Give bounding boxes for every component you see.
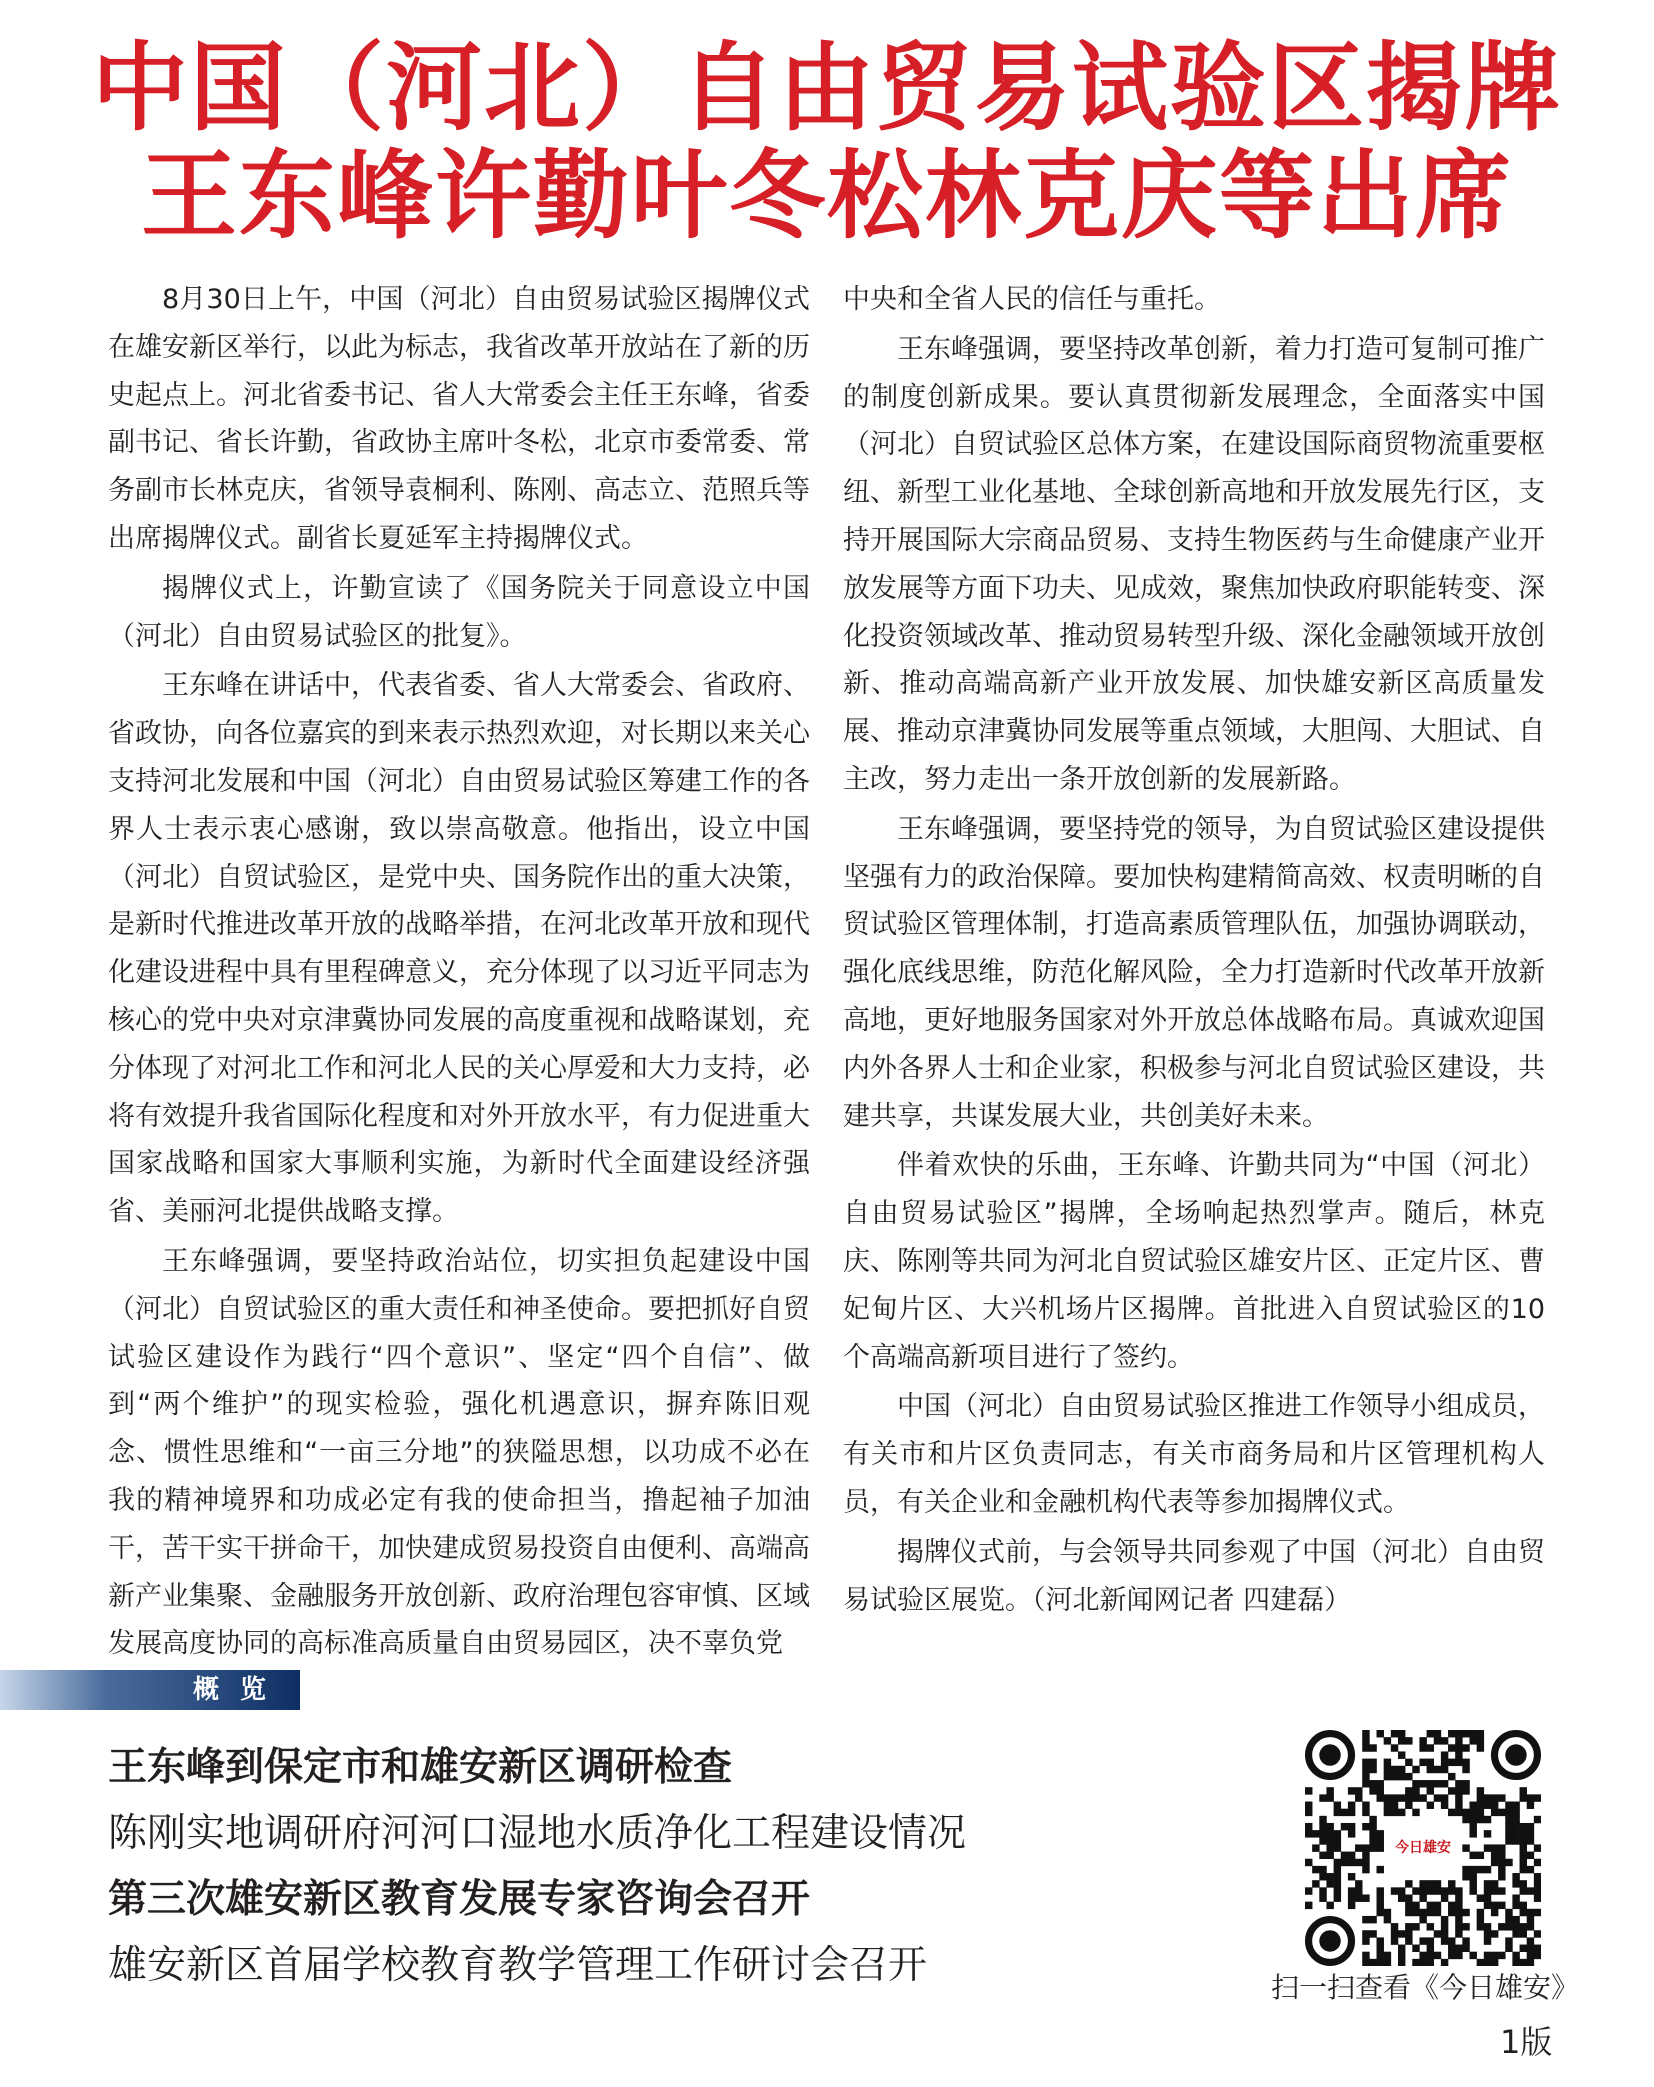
article-paragraph: 王东峰强调，要坚持政治站位，切实担负起建设中国（河北）自贸试验区的重大责任和神圣使命。要把抓好自贸试验区建设作为践行“四个意识”、坚定“四个自信”、做到“两个维护”的现实检验，强化机遇意识，摒弃陈旧观念、惯性思维和“一亩三分地”的狭隘思想，以功成不必在我的精神境界和功成必定有我的使命担当，撸起袖子加油干，苦干实干拼命干，加快建成贸易投资自由便利、高端高新产业集聚、金融服务开放创新、政府治理包容审慎、区域发展高度协同的高标准高质量自由贸易园区，决不辜负党 (108, 1245, 810, 1660)
article-column-left (108, 276, 810, 1670)
overview-item[interactable]: 陈刚实地调研府河河口湿地水质净化工程建设情况 (108, 1811, 967, 1856)
qr-code[interactable] (1305, 1730, 1541, 1966)
qr-code-icon (1305, 1730, 1541, 1966)
article-paragraph: 中国（河北）自由贸易试验区推进工作领导小组成员，有关市和片区负责同志，有关市商务局和片区管理机构人员，有关企业和金融机构代表等参加揭牌仪式。 (843, 1391, 1545, 1518)
overview-item[interactable]: 雄安新区首届学校教育教学管理工作研讨会召开 (108, 1943, 928, 1988)
article-paragraph: 王东峰强调，要坚持改革创新，着力打造可复制可推广的制度创新成果。要认真贯彻新发展理念，全面落实中国（河北）自贸试验区总体方案，在建设国际商贸物流重要枢纽、新型工业化基地、全球创新高地和开放发展先行区，支持开展国际大宗商品贸易、支持生物医药与生命健康产业开放发展等方面下功夫、见成效，聚焦加快政府职能转变、深化投资领域改革、推动贸易转型升级、深化金融领域开放创新、推动高端高新产业开放发展、加快雄安新区高质量发展、推动京津冀协同发展等重点领域，大胆闯、大胆试、自主改，努力走出一条开放创新的发展新路。 (843, 333, 1545, 795)
article-column-right (843, 276, 1545, 1626)
article-paragraph: 王东峰在讲话中，代表省委、省人大常委会、省政府、省政协，向各位嘉宾的到来表示热烈欢迎，对长期以来关心支持河北发展和中国（河北）自由贸易试验区筹建工作的各界人士表示衷心感谢，致以崇高敬意。他指出，设立中国（河北）自贸试验区，是党中央、国务院作出的重大决策，是新时代推进改革开放的战略举措，在河北改革开放和现代化建设进程中具有里程碑意义，充分体现了以习近平同志为核心的党中央对京津冀协同发展的高度重视和战略谋划，充分体现了对河北工作和河北人民的关心厚爱和大力支持，必将有效提升我省国际化程度和对外开放水平，有力促进重大国家战略和国家大事顺利实施，为新时代全面建设经济强省、美丽河北提供战略支撑。 (108, 670, 810, 1228)
overview-banner (0, 1670, 300, 1710)
headline-line-1: 中国（河北）自由贸易试验区揭牌 (92, 32, 1562, 144)
overview-item[interactable]: 第三次雄安新区教育发展专家咨询会召开 (108, 1877, 811, 1922)
page-number: 1版 (1500, 2023, 1553, 2061)
article-paragraph: 揭牌仪式上，许勤宣读了《国务院关于同意设立中国（河北）自由贸易试验区的批复》。 (108, 572, 810, 652)
overview-label: 概 览 (192, 1675, 272, 1705)
article-paragraph: 8月30日上午，中国（河北）自由贸易试验区揭牌仪式在雄安新区举行，以此为标志，我省改革开放站在了新的历史起点上。河北省委书记、省人大常委会主任王东峰，省委副书记、省长许勤，省政协主席叶冬松，北京市委常委、常务副市长林克庆，省领导袁桐利、陈刚、高志立、范照兵等出席揭牌仪式。副省长夏延军主持揭牌仪式。 (108, 284, 810, 554)
article-paragraph: 王东峰强调，要坚持党的领导，为自贸试验区建设提供坚强有力的政治保障。要加快构建精简高效、权责明晰的自贸试验区管理体制，打造高素质管理队伍，加强协调联动，强化底线思维，防范化解风险，全力打造新时代改革开放新高地，更好地服务国家对外开放总体战略布局。真诚欢迎国内外各界人士和企业家，积极参与河北自贸试验区建设，共建共享，共谋发展大业，共创美好未来。 (843, 813, 1545, 1132)
qr-logo-text: 今日雄安 (1395, 1840, 1451, 1856)
article-paragraph-continued: 中央和全省人民的信任与重托。 (843, 284, 1221, 315)
overview-item[interactable]: 王东峰到保定市和雄安新区调研检查 (108, 1745, 733, 1790)
headline-line-2: 王东峰许勤叶冬松林克庆等出席 (141, 140, 1513, 252)
qr-caption: 扫一扫查看《今日雄安》 (1270, 1971, 1579, 2004)
article-paragraph: 揭牌仪式前，与会领导共同参观了中国（河北）自由贸易试验区展览。（河北新闻网记者 四建磊） (843, 1536, 1545, 1616)
article-paragraph: 伴着欢快的乐曲，王东峰、许勤共同为“中国（河北）自由贸易试验区”揭牌，全场响起热烈掌声。随后，林克庆、陈刚等共同为河北自贸试验区雄安片区、正定片区、曹妃甸片区、大兴机场片区揭牌。首批进入自贸试验区的10个高端高新项目进行了签约。 (843, 1150, 1545, 1373)
